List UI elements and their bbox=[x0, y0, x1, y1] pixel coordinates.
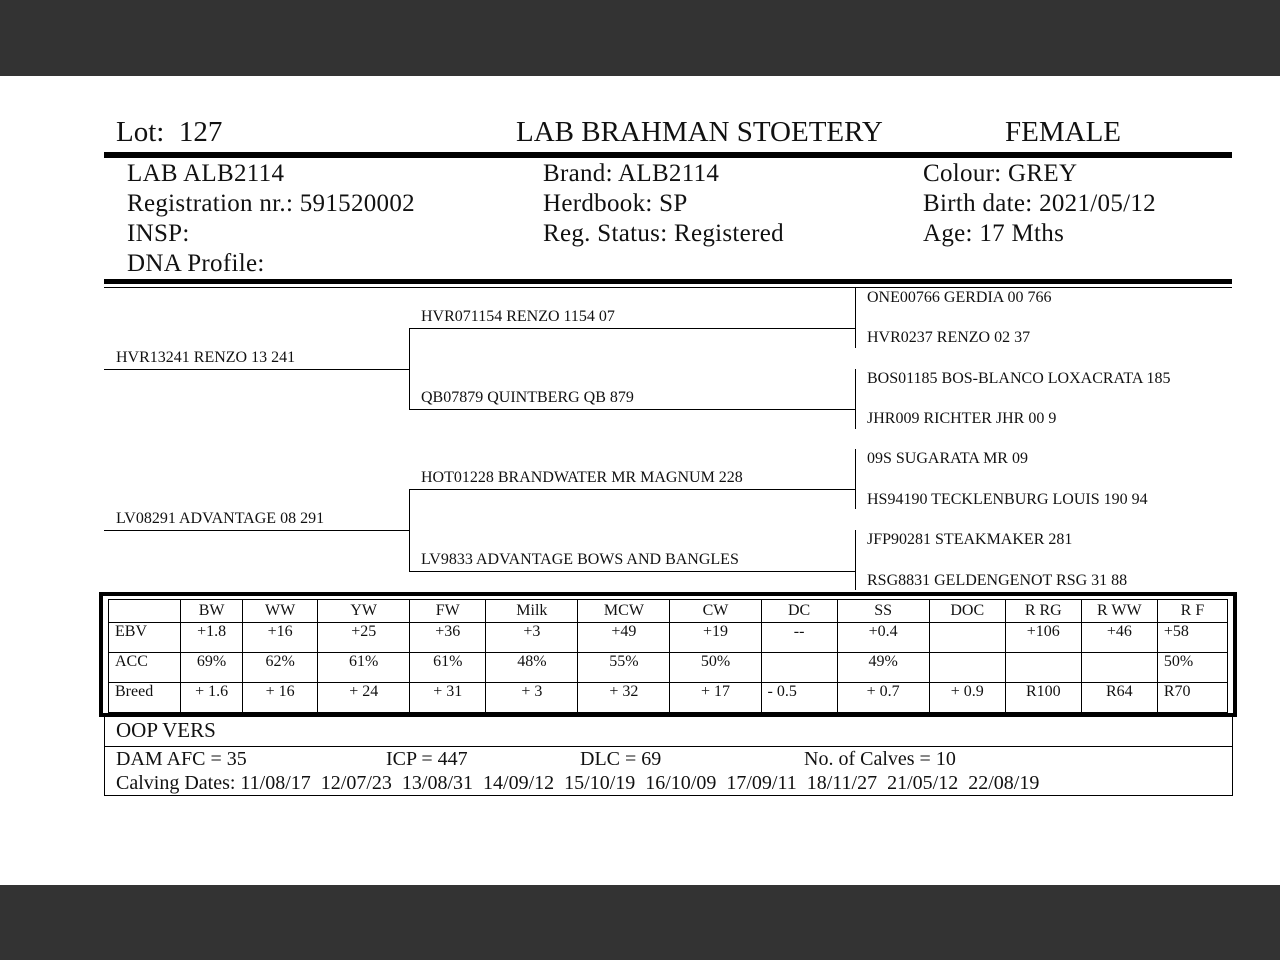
ebv-cell: R100 bbox=[1005, 683, 1081, 713]
lot-number: 127 bbox=[178, 116, 223, 148]
ebv-cell: R70 bbox=[1157, 683, 1227, 713]
ebv-header-cell: DC bbox=[761, 600, 837, 623]
calving-dates: Calving Dates: 11/08/17 12/07/23 13/08/31 14/09/12 15/10/19 16/10/09 17/09/11 18/11/27 21/05/12 22/08/19 bbox=[116, 772, 1040, 794]
brand-value: Brand: ALB2114 bbox=[543, 160, 720, 187]
ebv-cell: 49% bbox=[837, 653, 929, 683]
pedigree-line bbox=[409, 571, 856, 572]
ebv-cell bbox=[929, 653, 1005, 683]
info-divider-thick bbox=[104, 279, 1232, 284]
breeder-name: LAB BRAHMAN STOETERY bbox=[516, 116, 883, 148]
ebv-cell: 48% bbox=[486, 653, 578, 683]
pedigree-line bbox=[409, 328, 856, 329]
pedigree-ggp-7: JFP90281 STEAKMAKER 281 bbox=[867, 531, 1073, 548]
ebv-cell: 50% bbox=[670, 653, 761, 683]
ebv-header-cell: R RG bbox=[1005, 600, 1081, 623]
ebv-cell: 55% bbox=[578, 653, 670, 683]
birth-date-value: Birth date: 2021/05/12 bbox=[923, 190, 1156, 217]
oop-section bbox=[104, 716, 1233, 796]
ebv-cell: + 31 bbox=[410, 683, 486, 713]
ebv-cell bbox=[1081, 653, 1157, 683]
pedigree-sire-dam: QB07879 QUINTBERG QB 879 bbox=[421, 389, 634, 406]
ebv-cell: +46 bbox=[1081, 623, 1157, 653]
ebv-cell: 61% bbox=[318, 653, 410, 683]
ebv-cell: +36 bbox=[410, 623, 486, 653]
pedigree-sire-sire: HVR071154 RENZO 1154 07 bbox=[421, 308, 615, 325]
ebv-cell: +0.4 bbox=[837, 623, 929, 653]
ebv-header-cell: DOC bbox=[929, 600, 1005, 623]
pedigree-dam-sire: HOT01228 BRANDWATER MR MAGNUM 228 bbox=[421, 469, 743, 486]
pedigree-ggp-8: RSG8831 GELDENGENOT RSG 31 88 bbox=[867, 572, 1128, 589]
ebv-cell: +3 bbox=[486, 623, 578, 653]
ebv-cell: + 24 bbox=[318, 683, 410, 713]
pedigree-ggp-5: 09S SUGARATA MR 09 bbox=[867, 450, 1028, 467]
animal-name: LAB ALB2114 bbox=[127, 160, 285, 187]
pedigree-ggp-4: JHR009 RICHTER JHR 00 9 bbox=[867, 410, 1057, 427]
ebv-row-ebv bbox=[109, 623, 1228, 653]
dlc-value: DLC = 69 bbox=[580, 748, 662, 770]
ebv-cell: R64 bbox=[1081, 683, 1157, 713]
ebv-cell: +49 bbox=[578, 623, 670, 653]
ebv-cell: + 1.6 bbox=[181, 683, 243, 713]
age-value: Age: 17 Mths bbox=[923, 220, 1065, 247]
header-divider bbox=[104, 152, 1232, 158]
ebv-header-cell: Milk bbox=[486, 600, 578, 623]
ebv-header-cell: R F bbox=[1157, 600, 1227, 623]
ebv-cell: +19 bbox=[670, 623, 761, 653]
ebv-cell: 50% bbox=[1157, 653, 1227, 683]
herdbook-value: Herdbook: SP bbox=[543, 190, 688, 217]
ebv-row-label: EBV bbox=[109, 623, 181, 653]
pedigree-bracket bbox=[855, 369, 856, 429]
ebv-cell bbox=[1005, 653, 1081, 683]
ebv-cell: +16 bbox=[243, 623, 318, 653]
ebv-cell: +25 bbox=[318, 623, 410, 653]
pedigree-line bbox=[104, 369, 409, 370]
pedigree-ggp-6: HS94190 TECKLENBURG LOUIS 190 94 bbox=[867, 491, 1148, 508]
ebv-row-label: ACC bbox=[109, 653, 181, 683]
ebv-header-cell: YW bbox=[318, 600, 410, 623]
dam-afc: DAM AFC = 35 bbox=[116, 748, 247, 770]
top-letterbox-bar bbox=[0, 0, 1280, 76]
registration-number: Registration nr.: 591520002 bbox=[127, 190, 415, 217]
colour-value: Colour: GREY bbox=[923, 160, 1078, 187]
pedigree-ggp-3: BOS01185 BOS-BLANCO LOXACRATA 185 bbox=[867, 370, 1171, 387]
calves-count: No. of Calves = 10 bbox=[804, 748, 956, 770]
ebv-cell: +1.8 bbox=[181, 623, 243, 653]
icp-value: ICP = 447 bbox=[386, 748, 468, 770]
ebv-cell bbox=[929, 623, 1005, 653]
oop-title: OOP VERS bbox=[116, 718, 216, 742]
pedigree-dam-dam: LV9833 ADVANTAGE BOWS AND BANGLES bbox=[421, 551, 739, 568]
pedigree-ggp-2: HVR0237 RENZO 02 37 bbox=[867, 329, 1031, 346]
pedigree-dam: LV08291 ADVANTAGE 08 291 bbox=[116, 510, 325, 527]
pedigree-bracket bbox=[855, 288, 856, 348]
ebv-cell: + 16 bbox=[243, 683, 318, 713]
ebv-header-cell: WW bbox=[243, 600, 318, 623]
ebv-cell: + 0.7 bbox=[837, 683, 929, 713]
ebv-cell: + 0.9 bbox=[929, 683, 1005, 713]
ebv-header-cell: CW bbox=[670, 600, 761, 623]
pedigree-line bbox=[409, 409, 856, 410]
pedigree-bracket bbox=[409, 328, 410, 410]
ebv-table bbox=[108, 599, 1228, 713]
pedigree-sire: HVR13241 RENZO 13 241 bbox=[116, 349, 296, 366]
ebv-row-label: Breed bbox=[109, 683, 181, 713]
ebv-cell: 62% bbox=[243, 653, 318, 683]
ebv-cell: - 0.5 bbox=[761, 683, 837, 713]
ebv-cell: + 17 bbox=[670, 683, 761, 713]
insp-label: INSP: bbox=[127, 220, 190, 247]
ebv-cell bbox=[761, 653, 837, 683]
ebv-header-cell: R WW bbox=[1081, 600, 1157, 623]
ebv-cell: + 32 bbox=[578, 683, 670, 713]
reg-status-value: Reg. Status: Registered bbox=[543, 220, 784, 247]
dna-profile-label: DNA Profile: bbox=[127, 250, 265, 277]
ebv-header-cell: FW bbox=[410, 600, 486, 623]
ebv-cell: 61% bbox=[410, 653, 486, 683]
pedigree-bracket bbox=[855, 530, 856, 590]
info-divider-thin bbox=[104, 287, 1232, 288]
oop-divider bbox=[105, 746, 1232, 747]
ebv-header-cell: BW bbox=[181, 600, 243, 623]
ebv-cell: 69% bbox=[181, 653, 243, 683]
ebv-row-acc bbox=[109, 653, 1228, 683]
pedigree-ggp-1: ONE00766 GERDIA 00 766 bbox=[867, 289, 1052, 306]
pedigree-bracket bbox=[409, 489, 410, 571]
ebv-header-cell: SS bbox=[837, 600, 929, 623]
ebv-cell: +58 bbox=[1157, 623, 1227, 653]
ebv-cell: + 3 bbox=[486, 683, 578, 713]
pedigree-line bbox=[409, 489, 856, 490]
ebv-cell: +106 bbox=[1005, 623, 1081, 653]
ebv-row-breed bbox=[109, 683, 1228, 713]
ebv-cell: -- bbox=[761, 623, 837, 653]
pedigree-line bbox=[104, 530, 409, 531]
lot-label: Lot: 127 bbox=[116, 116, 223, 148]
ebv-header-cell bbox=[109, 600, 181, 623]
ebv-header-row bbox=[109, 600, 1228, 623]
sex-label: FEMALE bbox=[1005, 116, 1121, 148]
ebv-header-cell: MCW bbox=[578, 600, 670, 623]
bottom-letterbox-bar bbox=[0, 885, 1280, 960]
pedigree-bracket bbox=[855, 449, 856, 509]
